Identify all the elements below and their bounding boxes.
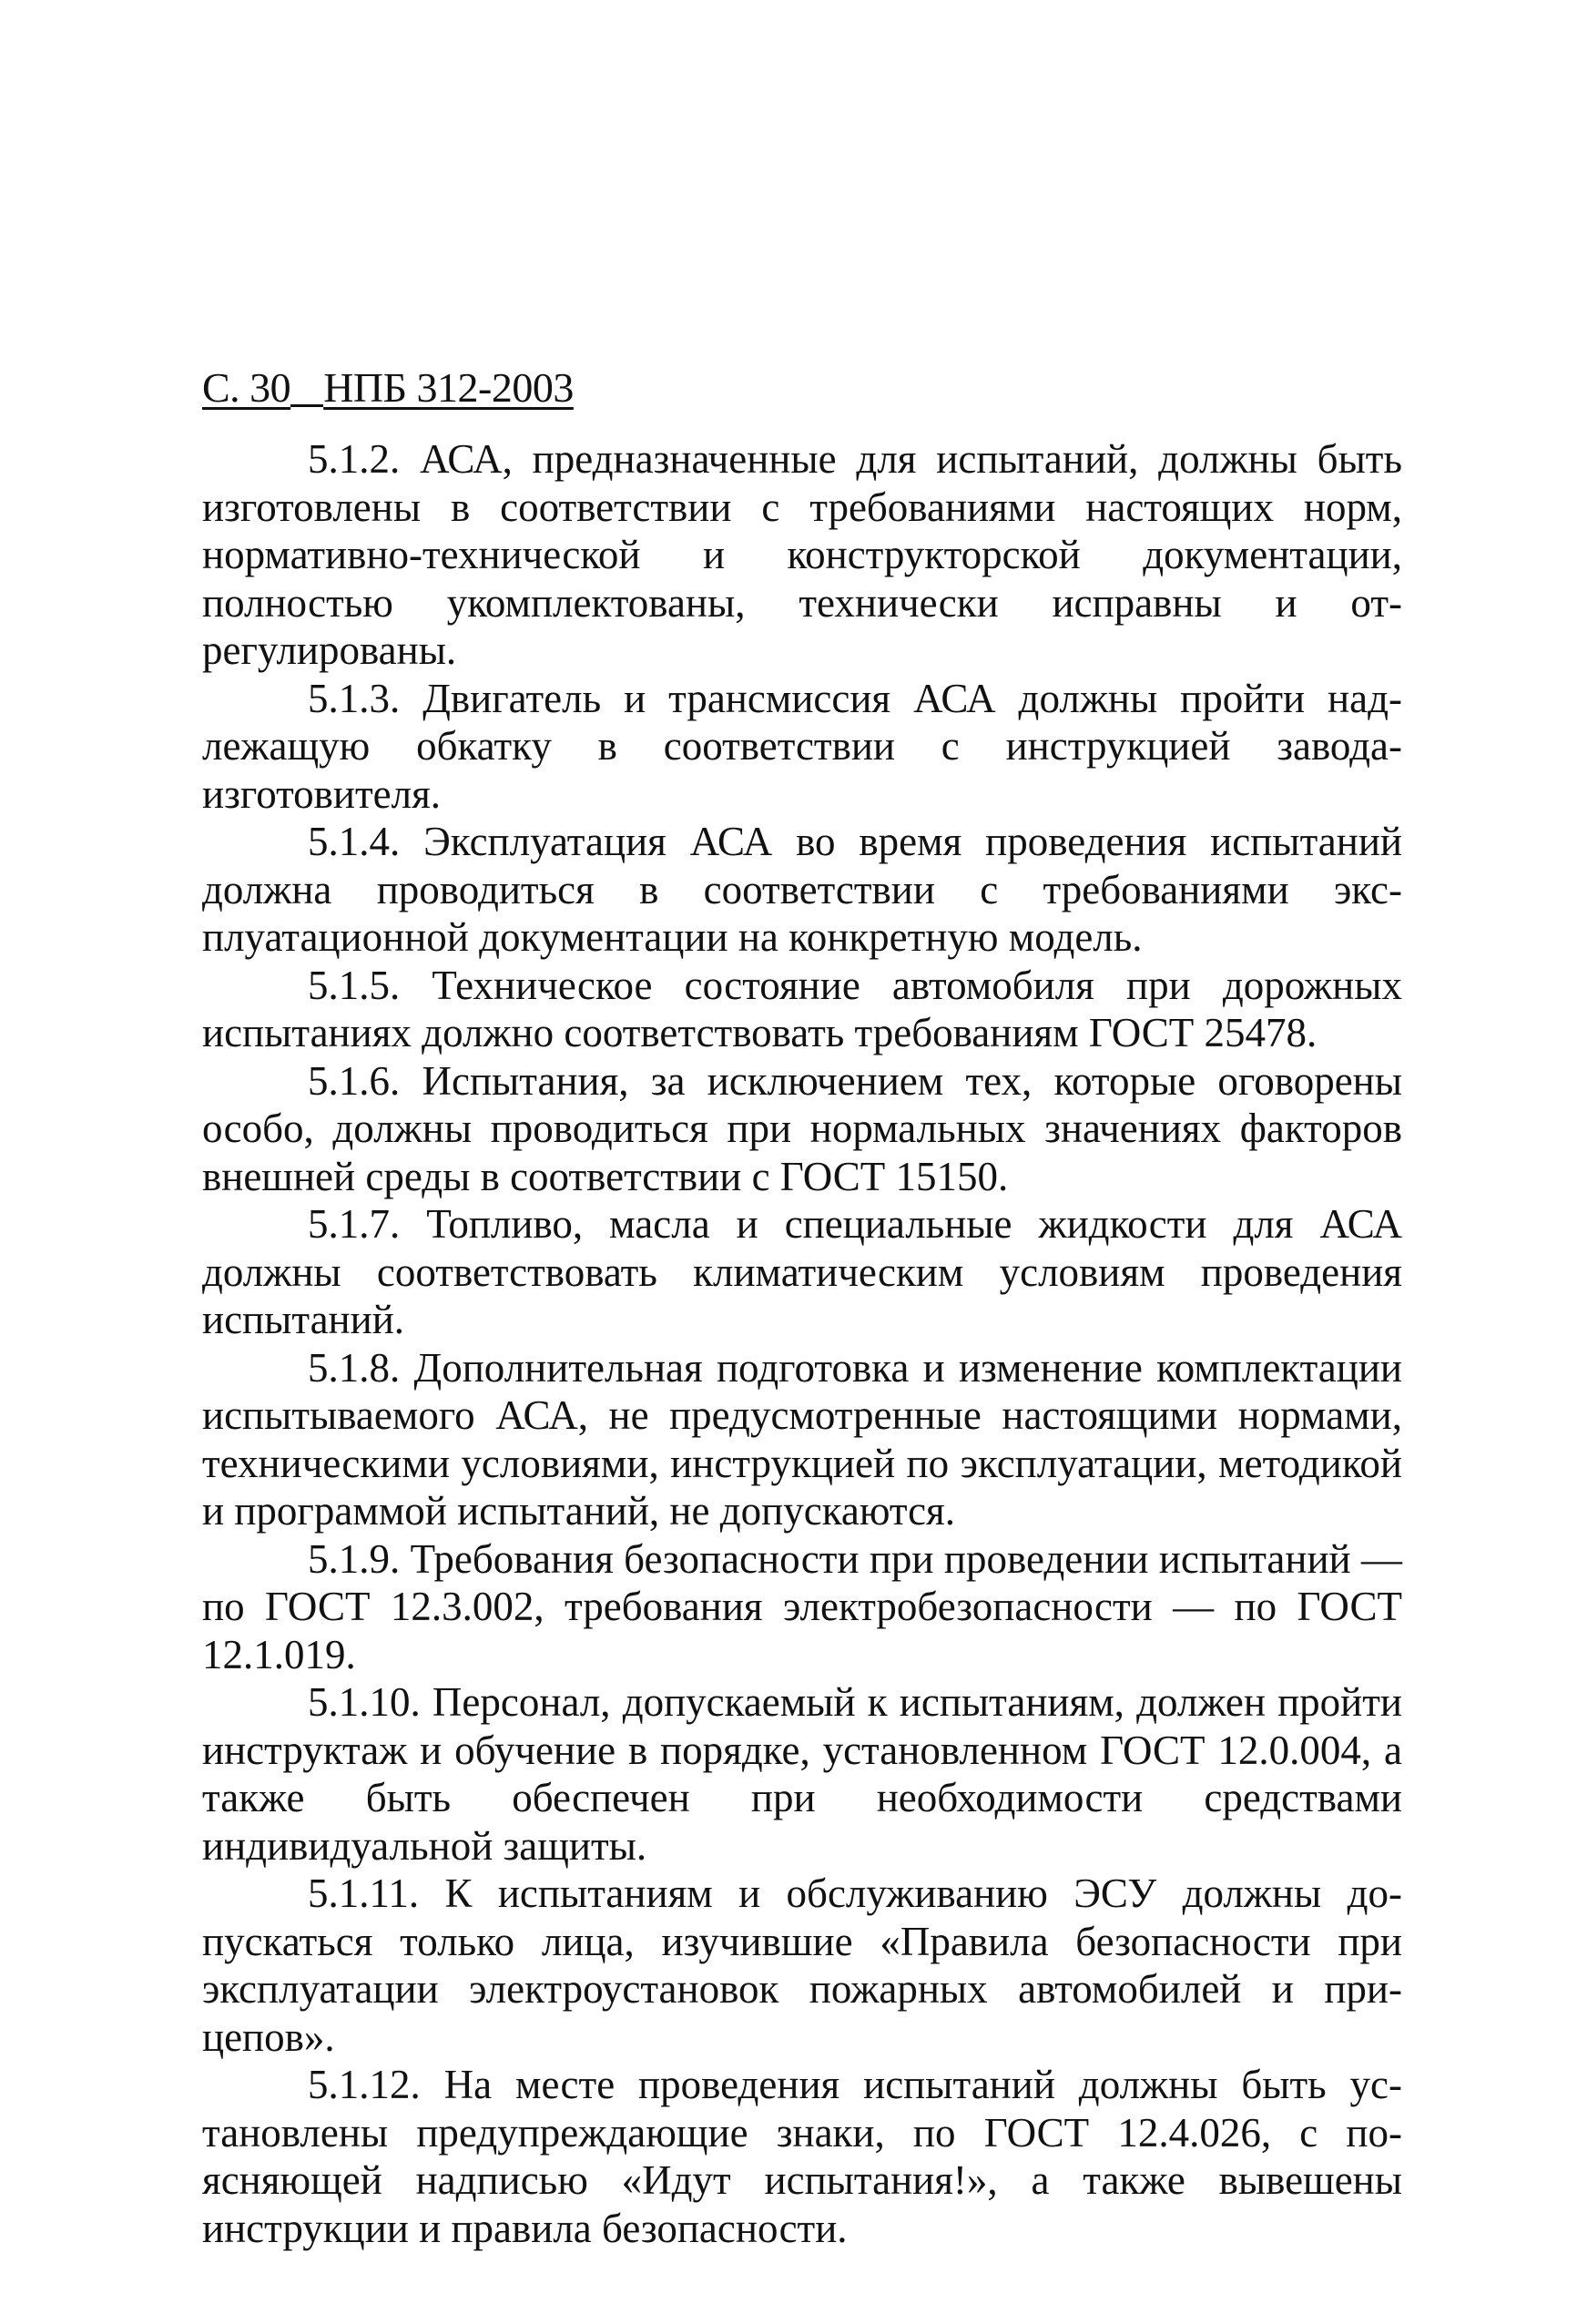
clause-text: Персонал, допускаемый к испытаниям, должен пройти инструктаж и обучение в порядке, установленном ГОСТ 12.0.004, а также быть обеспечен при необходимости средствами индивидуальной защиты. — [202, 1679, 1402, 1869]
clause-5-1-10 — [202, 1678, 1402, 1870]
clause-number: 5.1.5. — [308, 962, 401, 1008]
clause-5-1-8 — [202, 1344, 1402, 1535]
document-body — [202, 435, 1402, 2252]
clause-text: Техническое состояние автомобиля при дорожных испытаниях должно соответствовать требованиям ГОСТ 25478. — [202, 962, 1402, 1055]
clause-number: 5.1.10. — [308, 1679, 421, 1725]
clause-text: АСА, предназначенные для испытаний, должны быть изготовлены в соответствии с требованиями настоящих норм, нормативно-технической и конструкторской документации, полностью укомплектованы, технически исправны и отрегулированы. — [202, 436, 1402, 673]
clause-number: 5.1.7. — [308, 1201, 401, 1247]
clause-text: Испытания, за исключением тех, которые оговорены особо, должны проводиться при нормальных значениях факторов внешней среды в соответствии с ГОСТ 15150. — [202, 1057, 1402, 1199]
header-underline-gap — [290, 403, 323, 407]
clause-text: К испытаниям и обслуживанию ЭСУ должны допускаться только лица, изучившие «Правила безопасности при эксплуатации электроустановок пожарных автомобилей и прицепов». — [202, 1870, 1402, 2060]
clause-number: 5.1.6. — [308, 1057, 401, 1104]
clause-text: Топливо, масла и специальные жидкости для АСА должны соответствовать климатическим условиям проведения испытаний. — [202, 1201, 1403, 1342]
clause-text: Эксплуатация АСА во время проведения испытаний должна проводиться в соответствии с требованиями эксплуатационной документации на конкретную модель. — [202, 819, 1403, 960]
clause-number: 5.1.2. — [308, 436, 401, 482]
clause-5-1-4 — [202, 818, 1402, 962]
clause-number: 5.1.11. — [308, 1870, 420, 1916]
clause-5-1-12 — [202, 2061, 1402, 2252]
clause-5-1-6 — [202, 1057, 1402, 1201]
clause-5-1-11 — [202, 1870, 1402, 2061]
clause-number: 5.1.3. — [308, 675, 401, 721]
clause-text: Двигатель и трансмиссия АСА должны пройти надлежащую обкатку в соответствии с инструкцией завода-изготовителя. — [202, 675, 1402, 817]
clause-number: 5.1.8. — [308, 1344, 401, 1391]
clause-number: 5.1.9. — [308, 1535, 401, 1582]
page-header — [202, 362, 574, 413]
page-number: С. 30 — [202, 364, 291, 411]
clause-5-1-2 — [202, 435, 1402, 675]
clause-text: Дополнительная подготовка и изменение комплектации испытываемого АСА, не предусмотренные настоящими нормами, техническими условиями, инструкцией по эксплуатации, методикой и программой испытаний, не допускаются. — [202, 1344, 1402, 1534]
clause-text: Требования безопасности при проведении испытаний — по ГОСТ 12.3.002, требования электробезопасности — по ГОСТ 12.1.019. — [202, 1535, 1403, 1677]
document-code: НПБ 312-2003 — [323, 364, 574, 411]
clause-5-1-3 — [202, 675, 1402, 819]
clause-5-1-5 — [202, 962, 1402, 1057]
clause-text: На месте проведения испытаний должны быть установлены предупреждающие знаки, по ГОСТ 12.4.026, с поясняющей надписью «Идут испытания!», а также вывешены инструкции и правила безопасности. — [202, 2062, 1403, 2251]
clause-5-1-9 — [202, 1535, 1402, 1679]
clause-5-1-7 — [202, 1200, 1402, 1344]
clause-number: 5.1.4. — [308, 819, 401, 864]
clause-number: 5.1.12. — [308, 2062, 421, 2107]
